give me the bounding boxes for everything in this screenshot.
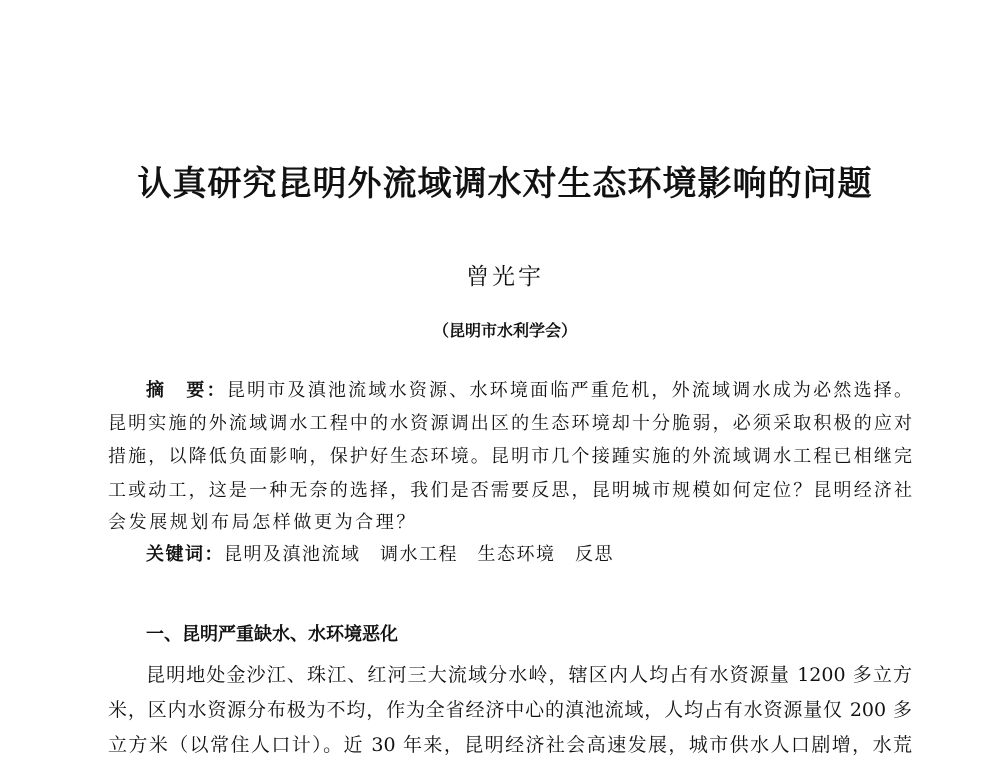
abstract-line-1: 摘 要：昆明市及滇池流域水资源、水环境面临严重危机，外流域调水成为必然选择。 — [146, 380, 913, 401]
body-line-1: 昆明地处金沙江、珠江、红河三大流域分水岭，辖区内人均占有水资源量 1200 多立方 — [146, 664, 912, 686]
abstract-label: 摘 要： — [146, 380, 227, 401]
abstract-line-5: 会发展规划布局怎样做更为合理？ — [108, 512, 417, 533]
section-heading: 一、昆明严重缺水、水环境恶化 — [146, 624, 398, 645]
body-line-2: 米，区内水资源分布极为不均，作为全省经济中心的滇池流域，人均占有水资源量仅 200 多 — [108, 699, 912, 721]
author-name: 曾光宇 — [466, 264, 544, 290]
keywords-label: 关键词： — [146, 544, 224, 565]
abstract-line-3: 措施，以降低负面影响，保护好生态环境。昆明市几个接踵实施的外流域调水工程已相继完 — [108, 446, 912, 467]
author-affiliation: （昆明市水利学会） — [432, 321, 577, 340]
keywords — [146, 540, 614, 566]
keywords-text: 昆明及滇池流域 调水工程 生态环境 反思 — [224, 544, 614, 565]
body-line-3: 立方米（以常住人口计）。近 30 年来，昆明经济社会高速发展，城市供水人口剧增，水荒 — [108, 734, 912, 756]
abstract-line-2: 昆明实施的外流域调水工程中的水资源调出区的生态环境却十分脆弱，必须采取积极的应对 — [108, 413, 912, 434]
abstract-line-4: 工或动工，这是一种无奈的选择，我们是否需要反思，昆明城市规模如何定位？昆明经济社 — [108, 480, 912, 501]
paper-title: 认真研究昆明外流域调水对生态环境影响的问题 — [137, 164, 873, 204]
